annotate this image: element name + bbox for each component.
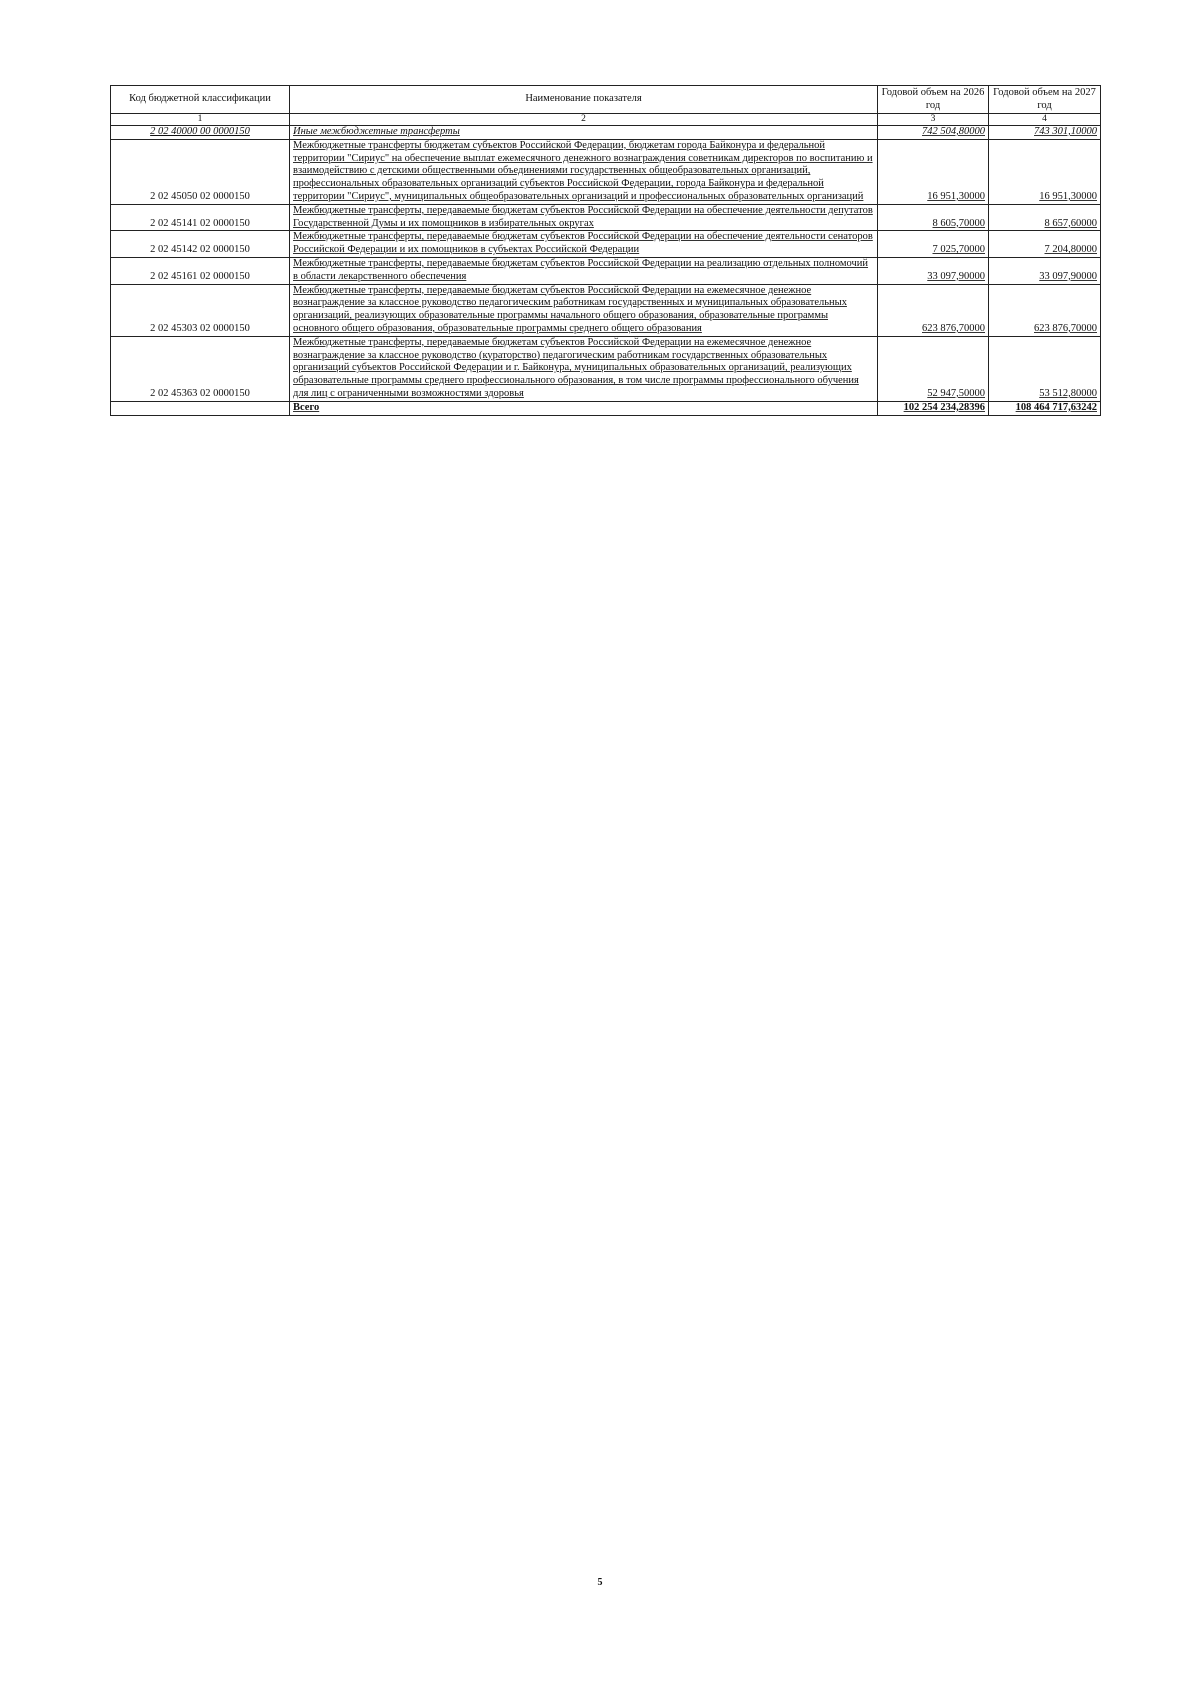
row-value-2027: 743 301,10000	[989, 126, 1101, 140]
header-year-2027: Годовой объем на 2027 год	[989, 86, 1101, 114]
total-row	[111, 401, 1101, 415]
table-row	[111, 336, 1101, 401]
row-name: Межбюджетные трансферты, передаваемые бюджетам субъектов Российской Федерации на реализацию отдельных полномочий в области лекарственного обеспечения	[290, 257, 878, 284]
row-value-2026: 16 951,30000	[878, 139, 989, 204]
row-value-2027: 8 657,60000	[989, 204, 1101, 231]
table-row	[111, 257, 1101, 284]
row-code: 2 02 40000 00 0000150	[111, 126, 290, 140]
row-code: 2 02 45303 02 0000150	[111, 284, 290, 336]
table-row	[111, 231, 1101, 258]
table-row	[111, 139, 1101, 204]
row-code: 2 02 45161 02 0000150	[111, 257, 290, 284]
row-code: 2 02 45141 02 0000150	[111, 204, 290, 231]
row-name: Межбюджетные трансферты, передаваемые бюджетам субъектов Российской Федерации на ежемесячное денежное вознаграждение за классное руководство педагогическим работникам государственных и муниципальных образовательных организаций, реализующих образовательные программы начального общего образования, образовательные программы основного общего образования, образовательные программы среднего общего образования	[290, 284, 878, 336]
row-code: 2 02 45050 02 0000150	[111, 139, 290, 204]
row-value-2027: 33 097,90000	[989, 257, 1101, 284]
table-row	[111, 204, 1101, 231]
row-value-2026: 7 025,70000	[878, 231, 989, 258]
row-value-2026: 623 876,70000	[878, 284, 989, 336]
row-value-2027: 623 876,70000	[989, 284, 1101, 336]
total-value-2026: 102 254 234,28396	[878, 401, 989, 415]
row-value-2027: 7 204,80000	[989, 231, 1101, 258]
row-name: Иные межбюджетные трансферты	[290, 126, 878, 140]
row-value-2026: 52 947,50000	[878, 336, 989, 401]
row-value-2027: 53 512,80000	[989, 336, 1101, 401]
row-code: 2 02 45142 02 0000150	[111, 231, 290, 258]
header-code: Код бюджетной классификации	[111, 86, 290, 114]
group-row	[111, 126, 1101, 140]
total-label: Всего	[290, 401, 878, 415]
page-number: 5	[597, 1577, 603, 1588]
table-header-row	[111, 86, 1101, 114]
header-name: Наименование показателя	[290, 86, 878, 114]
header-year-2026: Годовой объем на 2026 год	[878, 86, 989, 114]
budget-table	[110, 85, 1101, 416]
column-number: 2	[290, 114, 878, 126]
column-number: 1	[111, 114, 290, 126]
column-number: 4	[989, 114, 1101, 126]
column-number-row	[111, 114, 1101, 126]
row-name: Межбюджетные трансферты, передаваемые бюджетам субъектов Российской Федерации на обеспечение деятельности сенаторов Российской Федерации и их помощников в субъектах Российской Федерации	[290, 231, 878, 258]
row-value-2026: 8 605,70000	[878, 204, 989, 231]
column-number: 3	[878, 114, 989, 126]
row-value-2026: 742 504,80000	[878, 126, 989, 140]
row-code: 2 02 45363 02 0000150	[111, 336, 290, 401]
row-name: Межбюджетные трансферты бюджетам субъектов Российской Федерации, бюджетам города Байконура и федеральной территории "Сириус" на обеспечение выплат ежемесячного денежного вознаграждения советникам директоров по воспитанию и взаимодействию с детскими общественными объединениями государственных общеобразовательных организаций, профессиональных образовательных организаций субъектов Российской Федерации, города Байконура и федеральной территории "Сириус", муниципальных общеобразовательных организаций и профессиональных образовательных организаций	[290, 139, 878, 204]
row-value-2027: 16 951,30000	[989, 139, 1101, 204]
row-name: Межбюджетные трансферты, передаваемые бюджетам субъектов Российской Федерации на ежемесячное денежное вознаграждение за классное руководство (кураторство) педагогическим работникам государственных образовательных организаций субъектов Российской Федерации и г. Байконура, муниципальных образовательных организаций, реализующих образовательные программы среднего профессионального образования, в том числе программы профессионального обучения для лиц с ограниченными возможностями здоровья	[290, 336, 878, 401]
row-code	[111, 401, 290, 415]
row-value-2026: 33 097,90000	[878, 257, 989, 284]
total-value-2027: 108 464 717,63242	[989, 401, 1101, 415]
row-name: Межбюджетные трансферты, передаваемые бюджетам субъектов Российской Федерации на обеспечение деятельности депутатов Государственной Думы и их помощников в избирательных округах	[290, 204, 878, 231]
table-row	[111, 284, 1101, 336]
